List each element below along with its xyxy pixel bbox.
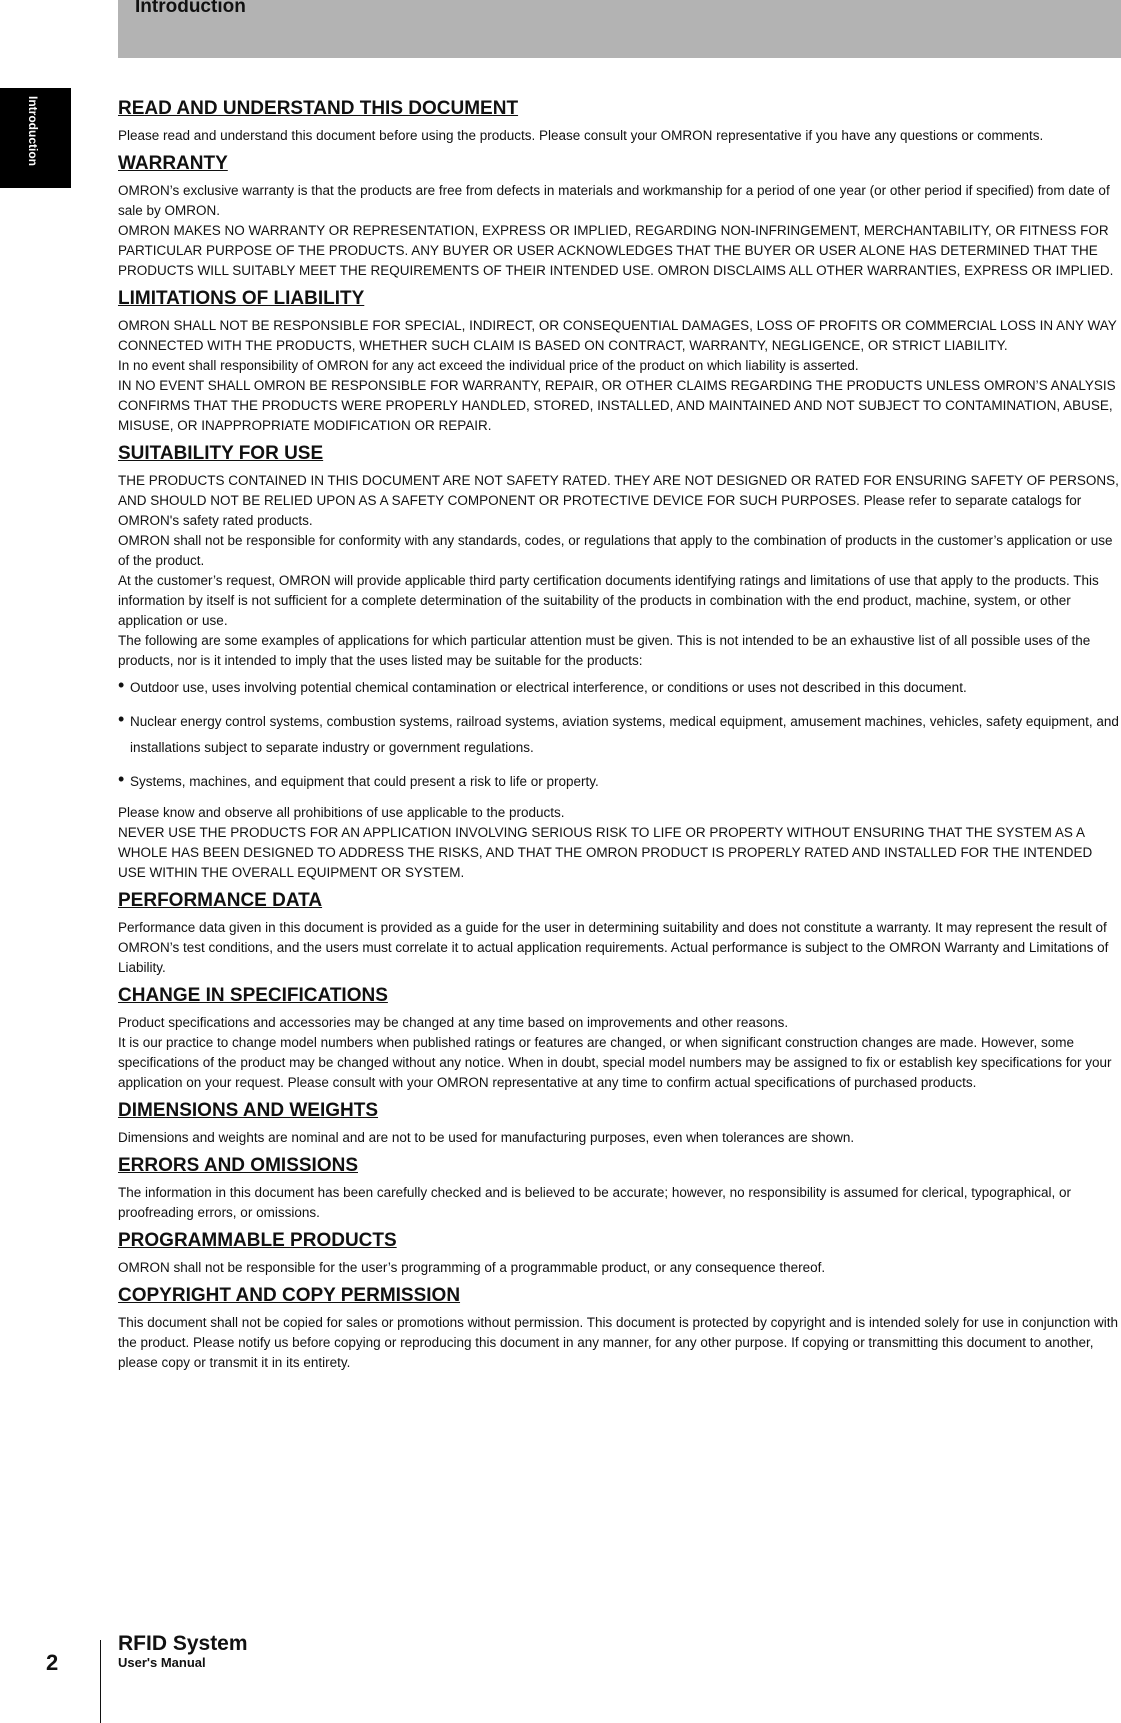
bullet-item bbox=[118, 769, 1121, 795]
side-tab-label: Introduction bbox=[26, 96, 40, 166]
section bbox=[118, 1155, 1121, 1223]
side-tab bbox=[0, 88, 71, 188]
paragraph: The following are some examples of applications for which particular attention must be given. This is not intended to be an exhaustive list of all possible uses of the products, nor is it intended to imply that the uses listed may be suitable for the products: bbox=[118, 633, 1091, 668]
paragraph: OMRON MAKES NO WARRANTY OR REPRESENTATION, EXPRESS OR IMPLIED, REGARDING NON-INFRINGEMENT, MERCHANTABILITY, OR FITNESS FOR PARTICULAR PURPOSE OF THE PRODUCTS. ANY BUYER OR USER ACKNOWLEDGES THAT THE BUYER OR USER ALONE HAS DETERMINED THAT THE PRODUCTS WILL SUITABLY MEET THE REQUIREMENTS OF THEIR INTENDED USE. OMRON DISCLAIMS ALL OTHER WARRANTIES, EXPRESS OR IMPLIED. bbox=[118, 223, 1114, 278]
section bbox=[118, 1100, 1121, 1148]
section bbox=[118, 985, 1121, 1093]
section-heading: DIMENSIONS AND WEIGHTS bbox=[118, 1100, 379, 1121]
bullet-icon: • bbox=[118, 709, 125, 729]
bullet-list bbox=[118, 675, 1121, 795]
paragraph: THE PRODUCTS CONTAINED IN THIS DOCUMENT ARE NOT SAFETY RATED. THEY ARE NOT DESIGNED OR RATED FOR ENSURING SAFETY OF PERSONS, AND SHOULD NOT BE RELIED UPON AS A SAFETY COMPONENT OR PROTECTIVE DEVICE FOR SUCH PURPOSES. Please refer to separate catalogs for OMRON's safety rated products. bbox=[118, 473, 1119, 528]
section-heading: PERFORMANCE DATA bbox=[118, 890, 323, 911]
section-heading: PROGRAMMABLE PRODUCTS bbox=[118, 1230, 397, 1251]
section bbox=[118, 288, 1121, 436]
section bbox=[118, 443, 1121, 883]
paragraph: Please know and observe all prohibitions of use applicable to the products. bbox=[118, 805, 565, 820]
section-heading: READ AND UNDERSTAND THIS DOCUMENT bbox=[118, 98, 519, 119]
page-number: 2 bbox=[46, 1650, 59, 1675]
footer-subtitle: User's Manual bbox=[118, 1655, 206, 1670]
section bbox=[118, 890, 1121, 978]
paragraph: Performance data given in this document is provided as a guide for the user in determining suitability and does not constitute a warranty. It may represent the result of OMRON’s test conditions, and the users must correlate it to actual application requirements. Actual performance is subject to the OMRON Warranty and Limitations of Liability. bbox=[118, 920, 1109, 975]
paragraph: OMRON shall not be responsible for conformity with any standards, codes, or regulations that apply to the combination of products in the customer’s application or use of the product. bbox=[118, 533, 1113, 568]
section-heading: ERRORS AND OMISSIONS bbox=[118, 1155, 358, 1176]
section-heading: WARRANTY bbox=[118, 153, 228, 174]
section bbox=[118, 98, 1121, 146]
paragraph: NEVER USE THE PRODUCTS FOR AN APPLICATION INVOLVING SERIOUS RISK TO LIFE OR PROPERTY WITHOUT ENSURING THAT THE SYSTEM AS A WHOLE HAS BEEN DESIGNED TO ADDRESS THE RISKS, AND THAT THE OMRON PRODUCT IS PROPERLY RATED AND INSTALLED FOR THE INTENDED USE WITHIN THE OVERALL EQUIPMENT OR SYSTEM. bbox=[118, 825, 1093, 880]
paragraph: Dimensions and weights are nominal and are not to be used for manufacturing purposes, even when tolerances are shown. bbox=[118, 1130, 855, 1145]
paragraph: Please read and understand this document before using the products. Please consult your OMRON representative if you have any questions or comments. bbox=[118, 128, 1044, 143]
document-body bbox=[118, 98, 1121, 1380]
section-heading: LIMITATIONS OF LIABILITY bbox=[118, 288, 365, 309]
paragraph: IN NO EVENT SHALL OMRON BE RESPONSIBLE FOR WARRANTY, REPAIR, OR OTHER CLAIMS REGARDING THE PRODUCTS UNLESS OMRON’S ANALYSIS CONFIRMS THAT THE PRODUCTS WERE PROPERLY HANDLED, STORED, INSTALLED, AND MAINTAINED AND NOT SUBJECT TO CONTAMINATION, ABUSE, MISUSE, OR INAPPROPRIATE MODIFICATION OR REPAIR. bbox=[118, 378, 1116, 433]
section-heading: CHANGE IN SPECIFICATIONS bbox=[118, 985, 388, 1006]
paragraph: At the customer’s request, OMRON will provide applicable third party certification documents identifying ratings and limitations of use that apply to the products. This information by itself is not sufficient for a complete determination of the suitability of the products in combination with the end product, machine, system, or other application or use. bbox=[118, 573, 1099, 628]
bullet-text: Outdoor use, uses involving potential chemical contamination or electrical interference, or conditions or uses not described in this document. bbox=[130, 680, 967, 695]
paragraph: In no event shall responsibility of OMRON for any act exceed the individual price of the product on which liability is asserted. bbox=[118, 358, 859, 373]
paragraph: The information in this document has been carefully checked and is believed to be accurate; however, no responsibility is assumed for clerical, typographical, or proofreading errors, or omissions. bbox=[118, 1185, 1072, 1220]
section bbox=[118, 1285, 1121, 1373]
bullet-item bbox=[118, 709, 1121, 761]
paragraph: This document shall not be copied for sales or promotions without permission. This document is protected by copyright and is intended solely for use in conjunction with the product. Please notify us before copying or reproducing this document in any manner, for any other purpose. If copying or transmitting this document to another, please copy or transmit it in its entirety. bbox=[118, 1315, 1119, 1370]
bullet-icon: • bbox=[118, 675, 125, 695]
bullet-icon: • bbox=[118, 769, 125, 789]
section-heading: SUITABILITY FOR USE bbox=[118, 443, 324, 464]
section bbox=[118, 153, 1121, 281]
section-heading: COPYRIGHT AND COPY PERMISSION bbox=[118, 1285, 461, 1306]
section bbox=[118, 1230, 1121, 1278]
bullet-text: Nuclear energy control systems, combustion systems, railroad systems, aviation systems, medical equipment, amusement machines, vehicles, safety equipment, and installations subject to separate industry or government regulations. bbox=[130, 714, 1119, 755]
footer-title: RFID System bbox=[118, 1632, 248, 1655]
bullet-item bbox=[118, 675, 1121, 701]
page-header bbox=[118, 0, 1121, 58]
paragraph: OMRON shall not be responsible for the user’s programming of a programmable product, or any consequence thereof. bbox=[118, 1260, 826, 1275]
header-title: Introduction bbox=[135, 0, 246, 17]
paragraph: It is our practice to change model numbers when published ratings or features are changed, or when significant construction changes are made. However, some specifications of the product may be changed without any notice. When in doubt, special model numbers may be assigned to fix or establish key specifications for your application on your request. Please consult with your OMRON representative at any time to confirm actual specifications of purchased products. bbox=[118, 1035, 1112, 1090]
paragraph: OMRON’s exclusive warranty is that the products are free from defects in materials and workmanship for a period of one year (or other period if specified) from date of sale by OMRON. bbox=[118, 183, 1110, 218]
bullet-text: Systems, machines, and equipment that could present a risk to life or property. bbox=[130, 774, 599, 789]
footer-divider bbox=[100, 1640, 101, 1723]
paragraph: OMRON SHALL NOT BE RESPONSIBLE FOR SPECIAL, INDIRECT, OR CONSEQUENTIAL DAMAGES, LOSS OF PROFITS OR COMMERCIAL LOSS IN ANY WAY CONNECTED WITH THE PRODUCTS, WHETHER SUCH CLAIM IS BASED ON CONTRACT, WARRANTY, NEGLIGENCE, OR STRICT LIABILITY. bbox=[118, 318, 1117, 353]
paragraph: Product specifications and accessories may be changed at any time based on improvements and other reasons. bbox=[118, 1015, 789, 1030]
